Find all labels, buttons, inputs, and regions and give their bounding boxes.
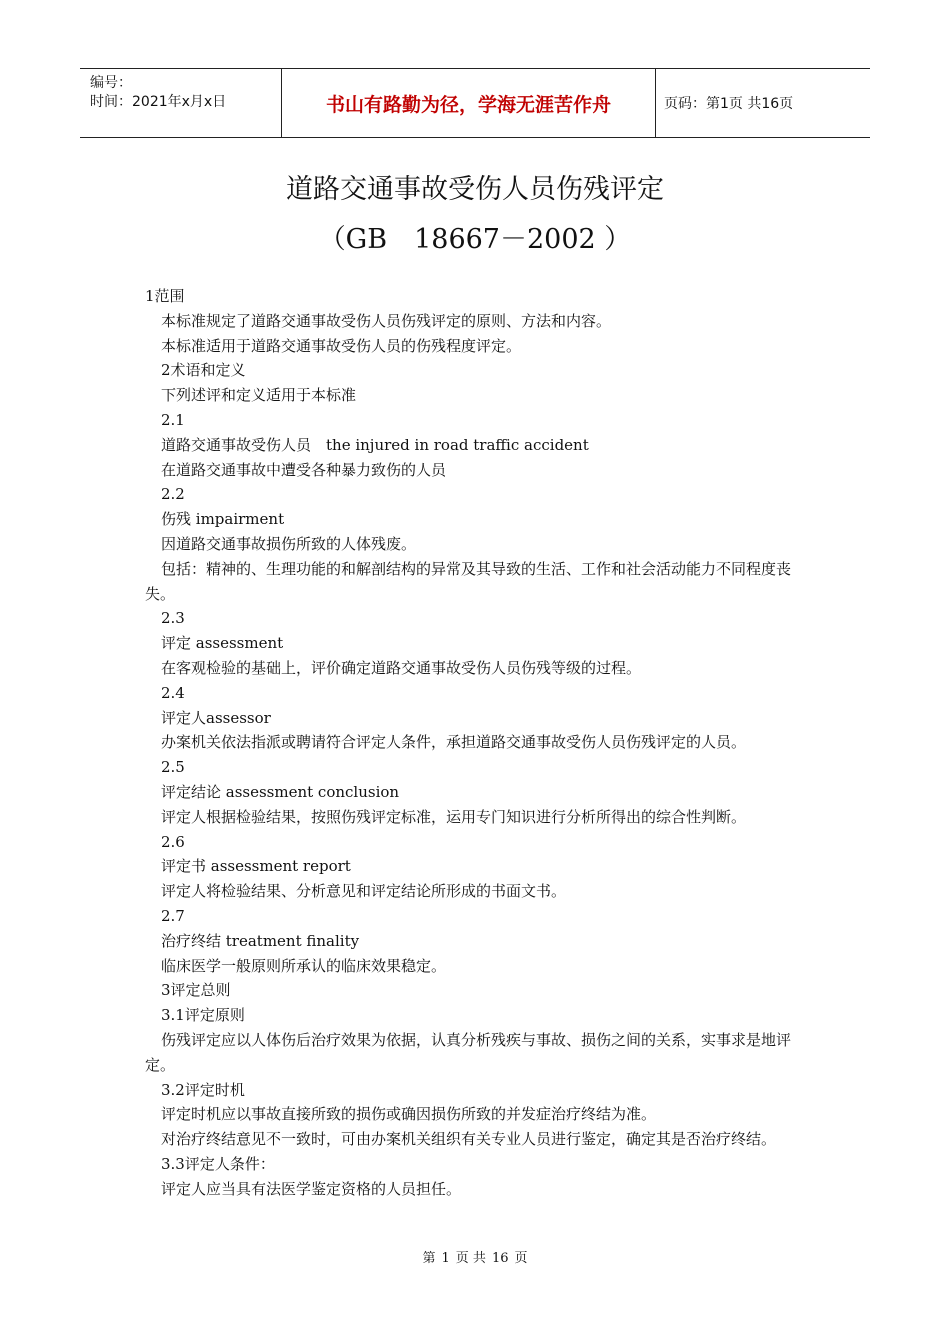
- subsection-heading: 3.2评定时机: [161, 1080, 245, 1099]
- subsection-heading: 3.3评定人条件：: [161, 1154, 275, 1173]
- definition-line: 临床医学一般原则所承认的临床效果稳定。: [161, 956, 447, 975]
- definition-line: 评定人将检验结果、分析意见和评定结论所形成的书面文书。: [161, 882, 567, 901]
- header-meta-cell: [80, 69, 280, 137]
- definition-line: 评定人根据检验结果，按照伤残评定标准，运用专门知识进行分析所得出的综合性判断。: [161, 807, 747, 826]
- body-line: 本标准适用于道路交通事故受伤人员的伤残程度评定。: [161, 336, 522, 355]
- time-label: 时间：2021年x月x日: [90, 94, 227, 110]
- page-footer: [0, 1247, 950, 1266]
- term-line: 评定书 assessment report: [161, 857, 351, 876]
- clause-number: 2.6: [161, 832, 185, 851]
- term-line: 伤残 impairment: [161, 510, 285, 529]
- header-motto: 书山有路勤为径，学海无涯苦作舟: [281, 69, 656, 137]
- clause-number: 2.1: [161, 410, 185, 429]
- document-title: 道路交通事故受伤人员伤残评定: [286, 174, 664, 205]
- term-line: 评定 assessment: [161, 634, 284, 653]
- footer-suffix: 页: [514, 1251, 528, 1266]
- header-page-info: 页码：第1页 共16页: [664, 96, 794, 112]
- footer-mid: 页 共: [455, 1251, 486, 1266]
- definition-line: 在客观检验的基础上，评价确定道路交通事故受伤人员伤残等级的过程。: [161, 658, 642, 677]
- header-table: [80, 68, 870, 138]
- section-heading: 3评定总则: [161, 981, 231, 1000]
- definition-line: 办案机关依法指派或聘请符合评定人条件，承担道路交通事故受伤人员伤残评定的人员。: [161, 733, 747, 752]
- body-paragraph: 伤残评定应以人体伤后治疗效果为依据，认真分析残疾与事故、损伤之间的关系，实事求是地评定。: [145, 1030, 792, 1074]
- definition-line: 因道路交通事故损伤所致的人体残废。: [161, 534, 417, 553]
- footer-total-pages: 16: [491, 1251, 509, 1266]
- body-line: 评定人应当具有法医学鉴定资格的人员担任。: [161, 1179, 462, 1198]
- section-heading: 2术语和定义: [161, 361, 246, 380]
- body-line: 评定时机应以事故直接所致的损伤或确因损伤所致的并发症治疗终结为准。: [161, 1105, 657, 1124]
- number-label: 编号：: [90, 75, 132, 91]
- clause-number: 2.5: [161, 758, 185, 777]
- standard-code: （GB 18667－2002 ）: [318, 224, 632, 255]
- definition-paragraph: 包括：精神的、生理功能的和解剖结构的异常及其导致的生活、工作和社会活动能力不同程度丧失。: [145, 559, 792, 603]
- clause-number: 2.2: [161, 485, 185, 504]
- term-line: 道路交通事故受伤人员 the injured in road traffic accident: [161, 435, 589, 454]
- clause-number: 2.7: [161, 906, 185, 925]
- term-line: 评定人assessor: [161, 708, 271, 727]
- footer-prefix: 第: [422, 1251, 436, 1266]
- clause-number: 2.3: [161, 609, 185, 628]
- body-paragraph: 对治疗终结意见不一致时，可由办案机关组织有关专业人员进行鉴定，确定其是否治疗终结。: [161, 1130, 777, 1149]
- term-line: 评定结论 assessment conclusion: [161, 782, 400, 801]
- body-line: 本标准规定了道路交通事故受伤人员伤残评定的原则、方法和内容。: [161, 311, 612, 330]
- definition-line: 在道路交通事故中遭受各种暴力致伤的人员: [161, 460, 447, 479]
- clause-number: 2.4: [161, 683, 185, 702]
- subsection-heading: 3.1评定原则: [161, 1006, 245, 1025]
- footer-page-number: 1: [441, 1251, 450, 1266]
- section-heading: 1范围: [145, 287, 185, 305]
- body-line: 下列述评和定义适用于本标准: [161, 386, 357, 405]
- document-body: [145, 284, 815, 1201]
- term-line: 治疗终结 treatment finality: [161, 931, 360, 950]
